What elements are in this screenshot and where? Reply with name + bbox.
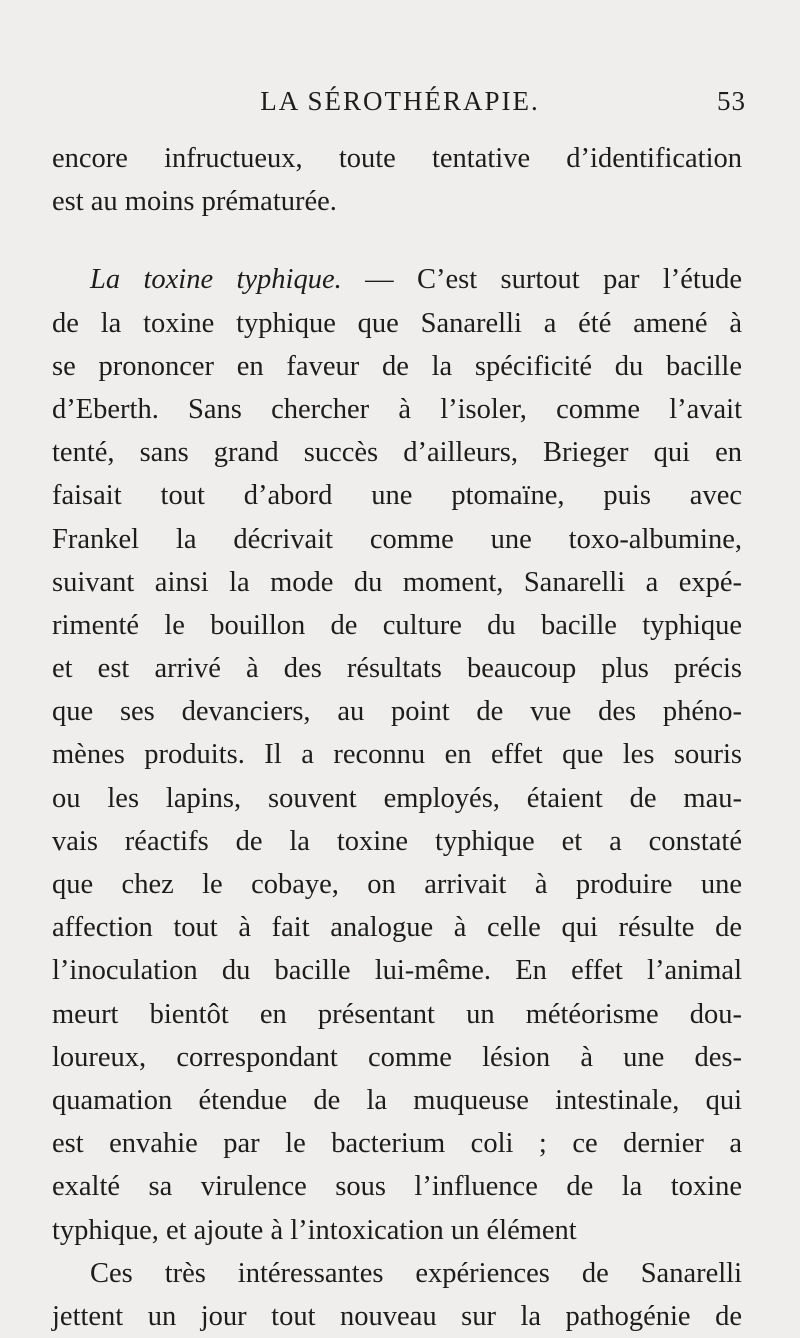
paragraph-3 <box>52 1252 742 1338</box>
text-line: suivant ainsi la mode du moment, Sanarelli a expé- <box>52 566 742 598</box>
text-line: exalté sa virulence sous l’influence de la toxine <box>52 1171 742 1203</box>
text-line: rimenté le bouillon de culture du bacille typhique <box>52 609 742 641</box>
text-line: se prononcer en faveur de la spécificité du bacille <box>52 350 742 382</box>
heading-line-rest: — C’est surtout par l’étude <box>341 264 742 296</box>
text-line: que ses devanciers, au point de vue des phéno- <box>52 696 742 728</box>
text-line: l’inoculation du bacille lui-même. En effet l’animal <box>52 955 742 987</box>
page-number: 53 <box>717 86 746 116</box>
text-line: ou les lapins, souvent employés, étaient de mau- <box>52 782 742 814</box>
text-line: encore infructueux, toute tentative d’identification <box>52 143 742 174</box>
text-line: tenté, sans grand succès d’ailleurs, Brieger qui en <box>52 437 742 469</box>
text-line: que chez le cobaye, on arrivait à produire une <box>52 869 742 900</box>
paragraph-gap <box>52 223 742 258</box>
section-heading: La toxine typhique. <box>90 264 342 296</box>
text-line: loureux, correspondant comme lésion à une des- <box>52 1041 742 1073</box>
text-line: faisait tout d’abord une ptomaïne, puis avec <box>52 480 742 512</box>
text-line: d’Eberth. Sans chercher à l’isoler, comme l’avait <box>52 393 742 425</box>
paragraph-1 <box>52 137 742 223</box>
paragraph-2 <box>52 258 742 1251</box>
text-line: et est arrivé à des résultats beaucoup plus précis <box>52 653 742 685</box>
text-line: mènes produits. Il a reconnu en effet que les souris <box>52 739 742 771</box>
text-line: meurt bientôt en présentant un météorisme dou- <box>52 998 742 1030</box>
text-line: jettent un jour tout nouveau sur la pathogénie de <box>52 1300 742 1332</box>
text-line: quamation étendue de la muqueuse intestinale, qui <box>52 1084 742 1116</box>
text-line: est au moins prématurée. <box>52 186 337 218</box>
text-line <box>52 258 742 301</box>
text-line: Frankel la décrivait comme une toxo-albumine, <box>52 523 742 555</box>
text-line: vais réactifs de la toxine typhique et a constaté <box>52 825 742 857</box>
text-line: Ces très intéressantes expériences de Sanarelli <box>90 1257 742 1289</box>
text-line: de la toxine typhique que Sanarelli a été amené à <box>52 307 742 339</box>
text-line: typhique, et ajoute à l’intoxication un élément <box>52 1214 577 1246</box>
running-head <box>50 86 750 126</box>
text-line: est envahie par le bacterium coli ; ce dernier a <box>52 1128 742 1160</box>
running-title: LA SÉROTHÉRAPIE. <box>260 86 540 116</box>
text-line: affection tout à fait analogue à celle qui résulte de <box>52 912 742 944</box>
body-text <box>52 137 742 1338</box>
